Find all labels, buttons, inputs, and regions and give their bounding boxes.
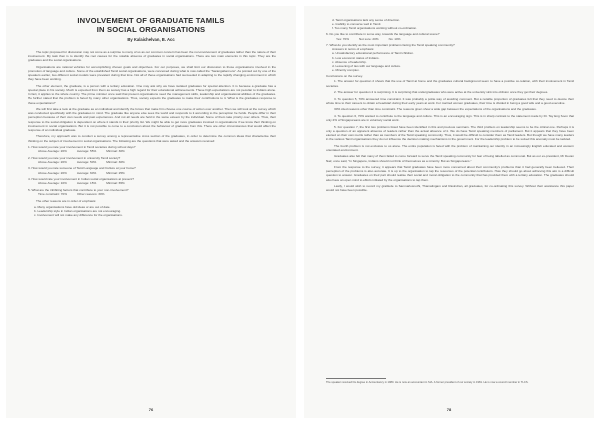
right-body-column (326, 18, 574, 195)
survey-question (28, 166, 276, 174)
stat: Not sure: 20% (358, 36, 379, 41)
stat: Average: 55% (76, 149, 97, 154)
body-paragraph: The other reasons are in order of emphasis: (36, 198, 97, 203)
list-item: e. Minority complex. (332, 68, 360, 73)
stat: Minimal: 25% (106, 170, 125, 175)
list-item: a. Many organisations have old ideas or are out of date. (34, 205, 111, 210)
survey-question (326, 32, 574, 40)
body-paragraph: 30% cited reasons other than time constraint. The reasons given show a wide gap between the expectations of the organisations and the graduates. (334, 107, 537, 112)
list-item: b. Leadership style in Indian organisations are not encouraging. (34, 209, 122, 214)
stat: Other reasons: 30% (76, 192, 105, 197)
body-paragraph: We will first take a look at the graduate as an individual and identify the forces that make him choose one course of action over another. Then we will look at the survey which was conducted specifically with the graduates in mind. The graduate like anyone else sees the world and responds to it according to the perception he holds. People differ in their perception because of their own needs and past experiences. And not all needs are held in the same esteem by the individual. Some of them take priority over others. Thus, their response to the social obligation is dependent on where it stands in their priority list. We might be able to get more graduates involved in organisations if we know their thinking on involvement in social organisations. But it is not possible to come to a conclusion about the behaviour of graduates from this. There are other circumstances that would affect the response of an individual graduate. (28, 107, 276, 132)
question-intro: Answers in terms of emphasis: (332, 47, 375, 52)
page-number: 76 (148, 407, 154, 412)
stat: Minimal: 30% (106, 159, 125, 164)
question-stats (38, 192, 276, 196)
stat: No: 10% (388, 36, 401, 41)
question-text: 2. How would you rate your involvement in university Tamil society? (28, 155, 121, 160)
list-item: a. Unsatisfactory educational performance of Tamil children. (332, 51, 414, 56)
stat: Above Average: 20% (38, 149, 67, 154)
body-paragraph: 1. The answer for question 2 shows that the use of Tamil at home and the graduates cultural background seem to have a positive co-relation, with their involvement in Tamil societies. (326, 79, 574, 88)
stat: Above Average: 10% (38, 181, 67, 186)
list-item: d. Lessening of ties with our language and culture. (332, 63, 401, 68)
body-paragraph: 2. The answer for question 4 is surprising. It is surprising that undergraduates who were active at the university sink into oblivion once they get their degrees. (334, 90, 549, 95)
section-heading: Conclusions on the survey. (326, 74, 363, 79)
stat: Above Average: 20% (38, 170, 67, 175)
list-item: c. Involvement will not make any difference for the organisations. (34, 213, 123, 218)
list-item: b. Low economic status of Indians. (332, 55, 380, 60)
body-paragraph: Organisations are rational vehicles for accomplishing chosen goals and objectives. For our purposes, we shall limit our discussion to those organisations involved in the promotion of language and culture. Some of the established Tamil social organisations, were conceived during what is now called the "Sarangabani era". As pointed out by one of the speakers earlier, two different social models were prevalent during that time. Not all of these organisations had succeeded in adapting to the rapidly changing environment in which they have been working. (28, 64, 276, 82)
stat: Above Average: 20% (38, 159, 67, 164)
body-paragraph: 4. To question 6, 70% wanted to contribute to the language and culture. This is an encouraging sign. This is in sharp contrast to the statement made by Dr. Tay Eng Soon that only 2% of Singaporeans are in voluntary social work. (326, 113, 574, 123)
body-paragraph: The other element, the graduate, is a person with a tertiary education. One may ask why we have isolated graduates for special attention. It is because a graduate has a special place in his society. Much is expected from them as society has a high regard for their educational achievements. These high expectations are not peculiar to Indians alone. In fact, it applies to the whole country. The prime minister once said that present organisations need the management skills, leadership and organisational abilities of the graduates. He further stated that the problem is faced by many other organisations. Thus, society expects the graduates to make their contributions to it. What is the graduates response to these expectations? (28, 83, 276, 105)
footnote-divider (326, 378, 386, 379)
body-paragraph: Therefore, my approach was to conduct a survey among a representative cross section of the graduates, in order to determine the common ideas that characterise their thinking on the subject of involvement in social organisations. The following are the questions that were asked and the answers received: (28, 134, 276, 143)
survey-question (28, 145, 276, 153)
question-text: 6. Do you like to contribute in some way, towards the language and cultural scene? (326, 32, 440, 37)
question-stats (38, 160, 276, 164)
body-paragraph: From the response to the survey, it appears that Tamil graduates have been more concerned about their community's problems than it had generally been believed. Their perception of the problems is also accurate. It is up to the organisation to tap the resources of the potential contributors. How they should go about achieving this aim is a difficult question to answer. Graduates on their part should realise their social and moral obligation to the community that has provided them with a tertiary education. The graduates should also have an open mind to efforts initiated by the organisations to tap them. (326, 165, 574, 182)
survey-question (28, 156, 276, 164)
survey-question (28, 188, 276, 196)
body-paragraph: 5. For question 7, the first two problems listed have been identified in this and previous seminars. The third problem on leadership seems to be the critical one. Perhaps it is only a question of an apparent absence of leaders rather than the actual absence of it. We do have Tamil speaking members of parliament. But it appears that they have been elected on their own merits rather than as members of the Tamil speaking community. Thus, it would be difficult to consider them as Tamil leaders. But though we have many leaders in the various Tamil organisations they do not influence the decision making mechanisms in the government. For the leadership problem to be solved this anomaly must be tackled. (326, 124, 574, 142)
question-text: 3. How would you rate someone of Tamil Language and Culture at your home? (28, 166, 136, 171)
body-paragraph: Lastly, I would wish to record my gratitude to Sanmarlosnothi, Thamalingam and Ravindran, all graduates, for co-ordinating this survey. Without their assistance this paper would not have been possible. (326, 184, 574, 193)
page-number: 78 (446, 407, 452, 412)
body-paragraph: Graduates also felt that many of them failed to come forward to serve the Tamil speaking community for fear of being labelled as communal. But as our ex-president, Mr Devan Nair, once said, "In Singapore, Indians should not think of themselves as a minority. But as Singaporeans." (326, 154, 574, 163)
question-stats (38, 149, 276, 153)
body-paragraph: 3. To question 5, 70% answered time constraint. It was probably a polite way of avoiding comment. But a notable proportion of graduates felt that they need to devote their whole time to their careers to obtain a headstart during their early years at work. For married women graduates, their time is divided in being a good wife and a good executive. (326, 96, 574, 105)
article-title (6, 16, 296, 34)
stat: Minimal: 65% (106, 181, 125, 186)
stat: Minimal: 30% (106, 149, 125, 154)
left-body-column (28, 50, 276, 218)
body-paragraph: The fourth problem is not exclusive to us alone. The entire population is faced with the problem of maintaining our identity in an increasingly English educated and western orientated environment. (326, 143, 574, 152)
stat: Average: 60% (76, 170, 97, 175)
question-stats (336, 37, 574, 41)
list-item: f. Too many Tamil organisations working without co-ordination. (332, 26, 418, 31)
author-byline: By Kalaichelvan, B. Acc (127, 37, 175, 42)
title-line-2: IN SOCIAL ORGANISATIONS (96, 25, 206, 34)
question-stats (38, 181, 276, 185)
left-page (6, 6, 296, 418)
list-item: d. Tamil organisations lack any sense of direction. (332, 18, 401, 22)
right-page (304, 6, 594, 418)
body-paragraph: The topic proposed for discussion may not come as a surprise to many of us as our common concern has been the non-involvement of graduates rather than the nature of their involvement. My task then is to identify the root causes for the notable absence of graduates in social organisations. There are two main elements in this topic. They are the graduates and the social organisations. (28, 50, 276, 63)
stat: Time constraint: 70% (38, 192, 67, 197)
question-text: 5. What are the inhibiting factors that contribute to your non-involvement? (28, 187, 129, 192)
question-text: 7. What do you identify as the most important problems facing the Tamil speaking community? (326, 43, 455, 48)
list-item: c. Absence of leadership. (332, 59, 367, 64)
stat: Average: 15% (76, 181, 97, 186)
title-line-1: INVOLVEMENT OF GRADUATE TAMILS (77, 16, 225, 25)
stat: Yes: 70% (336, 36, 349, 41)
survey-question (28, 177, 276, 185)
footnote: The speaker received his degree in Accountancy in 1980. He is now an accountant in SIA. A former president of our society in 1981. He is now a council member in TLCS. (326, 381, 529, 384)
question-text: 4. How would rate your involvement in Indian social organisations at present? (28, 177, 134, 182)
list-item: e. Inability to converse well in Tamil. (332, 22, 382, 27)
stat: Average: 50% (76, 159, 97, 164)
question-stats (38, 171, 276, 175)
question-text: 1. How would you rate your involvement in Tamil societies during school days? (28, 145, 136, 150)
